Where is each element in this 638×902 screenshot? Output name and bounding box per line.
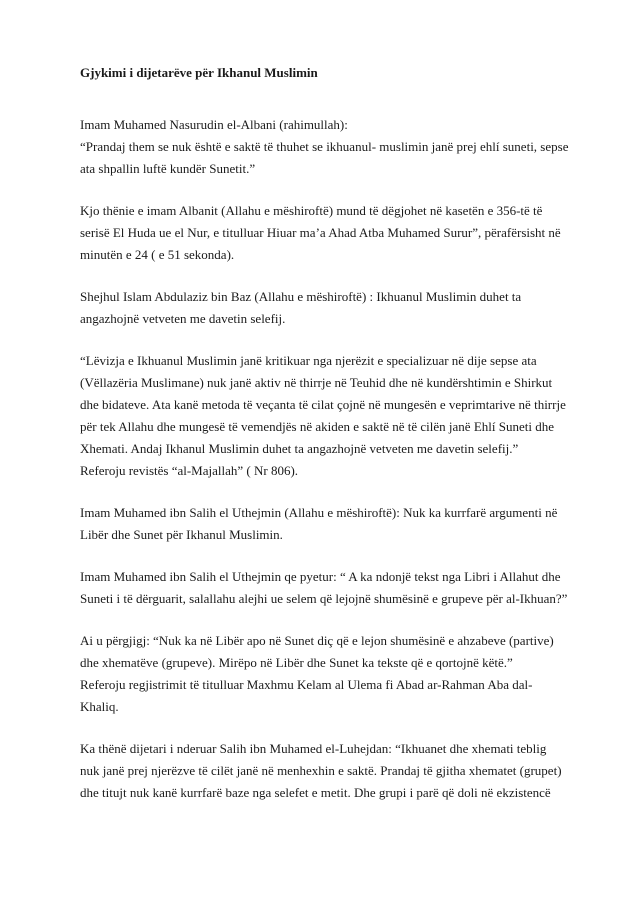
text-line: serisë El Huda ue el Nur, e titulluar Hiuar ma’a Ahad Atba Muhamed Surur”, përafërsisht në: [80, 225, 561, 240]
paragraph-gap: [80, 180, 560, 200]
text-line: Xhemati. Andaj Ikhanul Muslimin duhet ta angazhojnë vetveten me davetin selefij.”: [80, 441, 519, 456]
text-line: Ai u përgjigj: “Nuk ka në Libër apo në Sunet diç që e lejon shumësinë e ahzabeve (partive): [80, 633, 554, 648]
text-line: Referoju regjistrimit të titulluar Maxhmu Kelam al Ulema fi Abad ar-Rahman Aba dal-: [80, 677, 533, 692]
paragraph: [80, 114, 569, 180]
text-line: dhe titujt nuk kanë kurrfarë baze nga selefet e metit. Dhe grupi i parë që doli në ekzistencë: [80, 785, 551, 800]
paragraph-gap: [80, 610, 560, 630]
paragraph-gap: [80, 266, 560, 286]
paragraph: [80, 738, 560, 804]
text-line: (Vëllazëria Muslimane) nuk janë aktiv në thirrje në Teuhid dhe në kundërshtimin e Shirkut: [80, 375, 553, 390]
paragraph-gap: [80, 330, 560, 350]
text-line: nuk janë prej njerëzve të cilët janë në menhexhin e saktë. Prandaj të gjitha xhematet (grupet): [80, 763, 562, 778]
text-line: Libër dhe Sunet për Ikhanul Muslimin.: [80, 527, 283, 542]
text-line: Imam Muhamed ibn Salih el Uthejmin (Allahu e mëshiroftë): Nuk ka kurrfarë argumenti në: [80, 505, 558, 520]
paragraph: [80, 200, 560, 266]
text-line: ata shpallin luftë kundër Sunetit.”: [80, 161, 256, 176]
text-line: dhe xhematëve (grupeve). Mirëpo në Libër dhe Sunet ka tekste që e qortojnë këtë.”: [80, 655, 513, 670]
paragraph-gap: [80, 718, 560, 738]
paragraph: [80, 350, 566, 482]
spacer: [80, 82, 560, 114]
text-line: Khaliq.: [80, 699, 119, 714]
text-line: Imam Muhamed Nasurudin el-Albani (rahimullah):: [80, 117, 348, 132]
paragraph: [80, 286, 560, 330]
text-line: Shejhul Islam Abdulaziz bin Baz (Allahu e mëshiroftë) : Ikhuanul Muslimin duhet ta: [80, 289, 522, 304]
paragraph: [80, 566, 568, 610]
text-line: Kjo thënie e imam Albanit (Allahu e mëshiroftë) mund të dëgjohet në kasetën e 356-të të: [80, 203, 543, 218]
paragraph: [80, 630, 560, 718]
text-line: “Prandaj them se nuk është e saktë të thuhet se ikhuanul- muslimin janë prej ehlí suneti, sepse: [80, 139, 569, 154]
document-title: Gjykimi i dijetarëve për Ikhanul Muslimin: [80, 65, 318, 80]
text-line: Suneti i të dërguarit, salallahu alejhi ue selem që lejojnë shumësinë e grupeve për al-Ikhuan?”: [80, 591, 568, 606]
text-line: Referoju revistës “al-Majallah” ( Nr 806).: [80, 463, 299, 478]
document-page: [80, 63, 569, 804]
text-line: angazhojnë vetveten me davetin selefij.: [80, 311, 286, 326]
text-line: Ka thënë dijetari i nderuar Salih ibn Muhamed el-Luhejdan: “Ikhuanet dhe xhemati teblig: [80, 741, 547, 756]
paragraph: [80, 502, 560, 546]
document-body: [80, 114, 569, 804]
text-line: dhe bidateve. Ata kanë metoda të veçanta të cilat çojnë në mungesën e veprimtarive në thirrje: [80, 397, 566, 412]
paragraph-gap: [80, 546, 560, 566]
text-line: Imam Muhamed ibn Salih el Uthejmin qe pyetur: “ A ka ndonjë tekst nga Libri i Allahut dhe: [80, 569, 561, 584]
text-line: “Lëvizja e Ikhuanul Muslimin janë kritikuar nga njerëzit e specializuar në dije sepse ata: [80, 353, 537, 368]
paragraph-gap: [80, 482, 560, 502]
text-line: minutën e 24 ( e 51 sekonda).: [80, 247, 235, 262]
text-line: për tek Allahu dhe mungesë të vemendjës në akiden e saktë në të cilën janë Ehlí Suneti dhe: [80, 419, 554, 434]
